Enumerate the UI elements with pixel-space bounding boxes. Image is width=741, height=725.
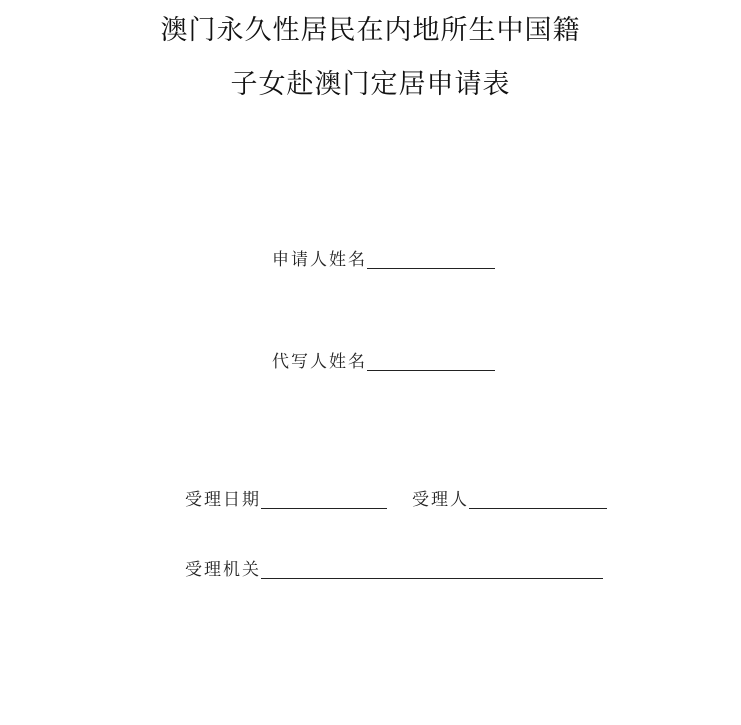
acceptor-blank[interactable]: [469, 490, 607, 509]
accept-agency-label: 受理机关: [185, 560, 261, 580]
accept-date-field: [185, 490, 387, 510]
form-title-line-2: 子女赴澳门定居申请表: [230, 69, 511, 100]
applicant-name-field: [272, 250, 495, 270]
applicant-name-blank[interactable]: [367, 250, 495, 269]
accept-date-label: 受理日期: [185, 490, 261, 510]
form-title-line-1: 澳门永久性居民在内地所生中国籍: [160, 15, 581, 46]
acceptor-label: 受理人: [412, 490, 469, 510]
accept-agency-blank[interactable]: [261, 560, 603, 579]
acceptor-field: [412, 490, 607, 510]
accept-date-blank[interactable]: [261, 490, 387, 509]
proxy-name-blank[interactable]: [367, 352, 495, 371]
applicant-name-label: 申请人姓名: [272, 250, 367, 270]
accept-agency-field: [185, 560, 603, 580]
proxy-name-label: 代写人姓名: [272, 352, 367, 372]
proxy-name-field: [272, 352, 495, 372]
